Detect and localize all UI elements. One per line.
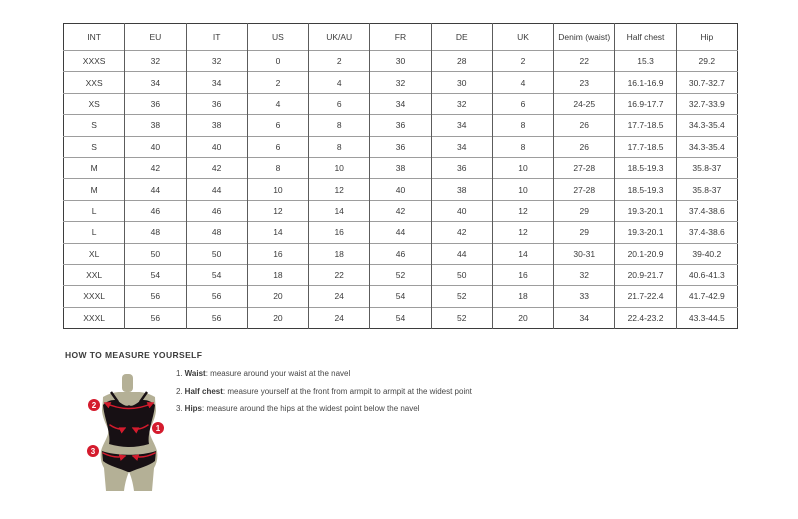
table-row xyxy=(64,243,738,264)
table-cell: 16.9-17.7 xyxy=(615,93,676,114)
table-cell: 23 xyxy=(554,72,615,93)
column-header: Hip xyxy=(676,24,737,51)
table-cell: XL xyxy=(88,248,100,259)
table-cell: 8 xyxy=(492,136,553,157)
table-cell: M xyxy=(90,163,98,174)
table-cell: XXL xyxy=(86,270,103,281)
table-cell: 10 xyxy=(492,157,553,178)
table-cell: 36 xyxy=(370,136,431,157)
table-row xyxy=(64,136,738,157)
table-cell: 54 xyxy=(186,264,247,285)
table-row xyxy=(64,157,738,178)
table-cell: 16.1-16.9 xyxy=(615,72,676,93)
table-cell: 32 xyxy=(370,72,431,93)
column-header: DE xyxy=(431,24,492,51)
table-cell: 22 xyxy=(309,264,370,285)
table-cell: 38 xyxy=(370,157,431,178)
table-cell: 15.3 xyxy=(615,51,676,72)
table-row xyxy=(64,115,738,136)
table-row xyxy=(64,200,738,221)
table-cell: 42 xyxy=(370,200,431,221)
column-header: UK xyxy=(492,24,553,51)
table-cell: 30.7-32.7 xyxy=(676,72,737,93)
table-cell: 6 xyxy=(247,136,308,157)
table-cell: 18 xyxy=(309,243,370,264)
step-term: Hips xyxy=(184,404,203,413)
table-cell: 0 xyxy=(247,51,308,72)
table-cell: 36 xyxy=(370,115,431,136)
table-cell: 8 xyxy=(309,136,370,157)
table-cell: 36 xyxy=(125,93,186,114)
table-cell: 27-28 xyxy=(554,179,615,200)
column-header: IT xyxy=(186,24,247,51)
table-cell: 18.5-19.3 xyxy=(615,157,676,178)
table-cell: 44 xyxy=(370,222,431,243)
column-header: US xyxy=(247,24,308,51)
badge-waist-label: 1 xyxy=(155,424,161,433)
table-cell: 4 xyxy=(309,72,370,93)
table-cell: 12 xyxy=(492,222,553,243)
table-cell: 35.8-37 xyxy=(676,157,737,178)
table-cell: 34 xyxy=(431,115,492,136)
table-cell: 18 xyxy=(492,286,553,307)
table-cell: 2 xyxy=(247,72,308,93)
step-desc: : measure around the hips at the widest point below the navel xyxy=(202,404,420,413)
table-cell: 34 xyxy=(370,93,431,114)
table-cell: 8 xyxy=(309,115,370,136)
table-cell: 32 xyxy=(431,93,492,114)
table-cell: 44 xyxy=(186,179,247,200)
table-cell: 28 xyxy=(431,51,492,72)
table-cell: 6 xyxy=(309,93,370,114)
table-cell: L xyxy=(91,227,97,238)
table-cell: 37.4-38.6 xyxy=(676,200,737,221)
table-cell: 2 xyxy=(309,51,370,72)
table-cell: 43.3-44.5 xyxy=(676,307,737,328)
table-cell: 20.1-20.9 xyxy=(615,243,676,264)
table-cell: 48 xyxy=(186,222,247,243)
table-cell: 30 xyxy=(431,72,492,93)
table-cell: 50 xyxy=(431,264,492,285)
step-desc: : measure yourself at the front from armpit to armpit at the widest point xyxy=(222,386,472,396)
column-header: UK/AU xyxy=(309,24,370,51)
table-cell: 56 xyxy=(186,286,247,307)
table-cell: 12 xyxy=(247,200,308,221)
badge-waist xyxy=(152,422,164,434)
table-cell: XXS xyxy=(85,77,103,88)
badge-hips xyxy=(87,445,99,457)
table-cell: 20.9-21.7 xyxy=(615,264,676,285)
table-row xyxy=(64,51,738,72)
table-cell: 46 xyxy=(186,200,247,221)
table-cell: 40.6-41.3 xyxy=(676,264,737,285)
column-header: INT xyxy=(87,32,101,42)
table-cell: 52 xyxy=(370,264,431,285)
table-cell: 48 xyxy=(125,222,186,243)
table-cell: 29 xyxy=(554,200,615,221)
table-cell: 24-25 xyxy=(554,93,615,114)
table-cell: 30-31 xyxy=(554,243,615,264)
table-cell: 46 xyxy=(370,243,431,264)
table-cell: 22 xyxy=(554,51,615,72)
table-cell: 14 xyxy=(247,222,308,243)
table-row xyxy=(64,179,738,200)
table-cell: S xyxy=(91,120,97,131)
table-cell: 19.3-20.1 xyxy=(615,200,676,221)
badge-hips-label: 3 xyxy=(90,447,96,456)
table-cell: 52 xyxy=(431,307,492,328)
table-cell: 36 xyxy=(186,93,247,114)
step-number: 3. xyxy=(176,404,183,413)
column-header: Half chest xyxy=(615,24,676,51)
measure-step-waist xyxy=(176,369,472,387)
table-cell: 56 xyxy=(125,286,186,307)
table-cell: 8 xyxy=(492,115,553,136)
table-cell: 38 xyxy=(125,115,186,136)
table-cell: 34 xyxy=(431,136,492,157)
table-cell: XXXL xyxy=(83,291,105,302)
table-cell: 27-28 xyxy=(554,157,615,178)
table-row xyxy=(64,286,738,307)
column-header: FR xyxy=(370,24,431,51)
table-cell: 26 xyxy=(554,136,615,157)
table-cell: M xyxy=(90,184,98,195)
table-cell: 4 xyxy=(492,72,553,93)
step-desc: : measure around your waist at the navel xyxy=(205,369,351,378)
table-cell: 56 xyxy=(186,307,247,328)
table-cell: 20 xyxy=(247,286,308,307)
table-row xyxy=(64,264,738,285)
table-cell: 54 xyxy=(370,307,431,328)
table-cell: 32 xyxy=(186,51,247,72)
table-cell: 17.7-18.5 xyxy=(615,115,676,136)
table-cell: 18 xyxy=(247,264,308,285)
table-cell: 16 xyxy=(492,264,553,285)
table-cell: 38 xyxy=(186,115,247,136)
table-cell: 34 xyxy=(125,72,186,93)
table-cell: 8 xyxy=(247,157,308,178)
measure-figure xyxy=(84,371,168,498)
table-cell: 21.7-22.4 xyxy=(615,286,676,307)
table-cell: 22.4-23.2 xyxy=(615,307,676,328)
table-cell: 36 xyxy=(431,157,492,178)
table-cell: 46 xyxy=(125,200,186,221)
table-cell: 44 xyxy=(431,243,492,264)
table-cell: 35.8-37 xyxy=(676,179,737,200)
table-cell: 38 xyxy=(431,179,492,200)
table-cell: 44 xyxy=(125,179,186,200)
step-number: 1. xyxy=(176,369,183,378)
table-cell: 50 xyxy=(125,243,186,264)
measure-steps xyxy=(176,369,472,422)
table-cell: 39-40.2 xyxy=(676,243,737,264)
table-cell: 2 xyxy=(492,51,553,72)
table-cell: 24 xyxy=(309,286,370,307)
table-cell: 56 xyxy=(125,307,186,328)
table-cell: 29.2 xyxy=(676,51,737,72)
table-cell: 42 xyxy=(431,222,492,243)
table-cell: 29 xyxy=(554,222,615,243)
table-cell: 6 xyxy=(492,93,553,114)
table-cell: 17.7-18.5 xyxy=(615,136,676,157)
size-chart-body xyxy=(64,51,738,329)
table-cell: XS xyxy=(88,98,100,109)
table-cell: 10 xyxy=(492,179,553,200)
size-chart-table xyxy=(63,23,738,329)
table-cell: XXXS xyxy=(82,56,106,67)
column-header: EU xyxy=(125,24,186,51)
table-cell: 10 xyxy=(309,157,370,178)
table-cell: 4 xyxy=(247,93,308,114)
measure-section-title: HOW TO MEASURE YOURSELF xyxy=(65,350,203,360)
step-term: Half chest xyxy=(184,386,223,396)
header-row xyxy=(64,24,738,51)
table-row xyxy=(64,72,738,93)
table-cell: 54 xyxy=(370,286,431,307)
table-cell: S xyxy=(91,141,97,152)
table-cell: 32 xyxy=(554,264,615,285)
table-cell: 26 xyxy=(554,115,615,136)
table-cell: 10 xyxy=(247,179,308,200)
table-cell: 34.3-35.4 xyxy=(676,136,737,157)
table-cell: 32 xyxy=(125,51,186,72)
table-row xyxy=(64,307,738,328)
table-row xyxy=(64,222,738,243)
table-cell: XXXL xyxy=(83,312,105,323)
mannequin-illustration xyxy=(84,371,168,498)
table-cell: L xyxy=(91,205,97,216)
table-cell: 34 xyxy=(554,307,615,328)
table-cell: 52 xyxy=(431,286,492,307)
table-cell: 19.3-20.1 xyxy=(615,222,676,243)
table-cell: 40 xyxy=(370,179,431,200)
table-cell: 40 xyxy=(186,136,247,157)
step-number: 2. xyxy=(176,386,183,396)
size-chart-header xyxy=(64,24,738,51)
table-cell: 14 xyxy=(492,243,553,264)
table-cell: 6 xyxy=(247,115,308,136)
table-cell: 34 xyxy=(186,72,247,93)
table-cell: 40 xyxy=(431,200,492,221)
column-header: Denim (waist) xyxy=(554,24,615,51)
table-cell: 41.7-42.9 xyxy=(676,286,737,307)
table-cell: 42 xyxy=(186,157,247,178)
table-cell: 16 xyxy=(247,243,308,264)
table-cell: 18.5-19.3 xyxy=(615,179,676,200)
table-cell: 12 xyxy=(309,179,370,200)
table-cell: 33 xyxy=(554,286,615,307)
table-cell: 37.4-38.6 xyxy=(676,222,737,243)
step-term: Waist xyxy=(184,369,206,378)
table-cell: 32.7-33.9 xyxy=(676,93,737,114)
table-cell: 30 xyxy=(370,51,431,72)
measure-step-hips xyxy=(176,404,472,422)
measure-step-half-chest xyxy=(176,387,472,405)
table-cell: 16 xyxy=(309,222,370,243)
table-cell: 14 xyxy=(309,200,370,221)
badge-chest-label: 2 xyxy=(91,401,97,410)
table-row xyxy=(64,93,738,114)
table-cell: 24 xyxy=(309,307,370,328)
table-cell: 20 xyxy=(492,307,553,328)
table-cell: 20 xyxy=(247,307,308,328)
table-cell: 12 xyxy=(492,200,553,221)
table-cell: 42 xyxy=(125,157,186,178)
table-cell: 34.3-35.4 xyxy=(676,115,737,136)
table-cell: 50 xyxy=(186,243,247,264)
table-cell: 40 xyxy=(125,136,186,157)
table-cell: 54 xyxy=(125,264,186,285)
badge-chest xyxy=(88,399,100,411)
